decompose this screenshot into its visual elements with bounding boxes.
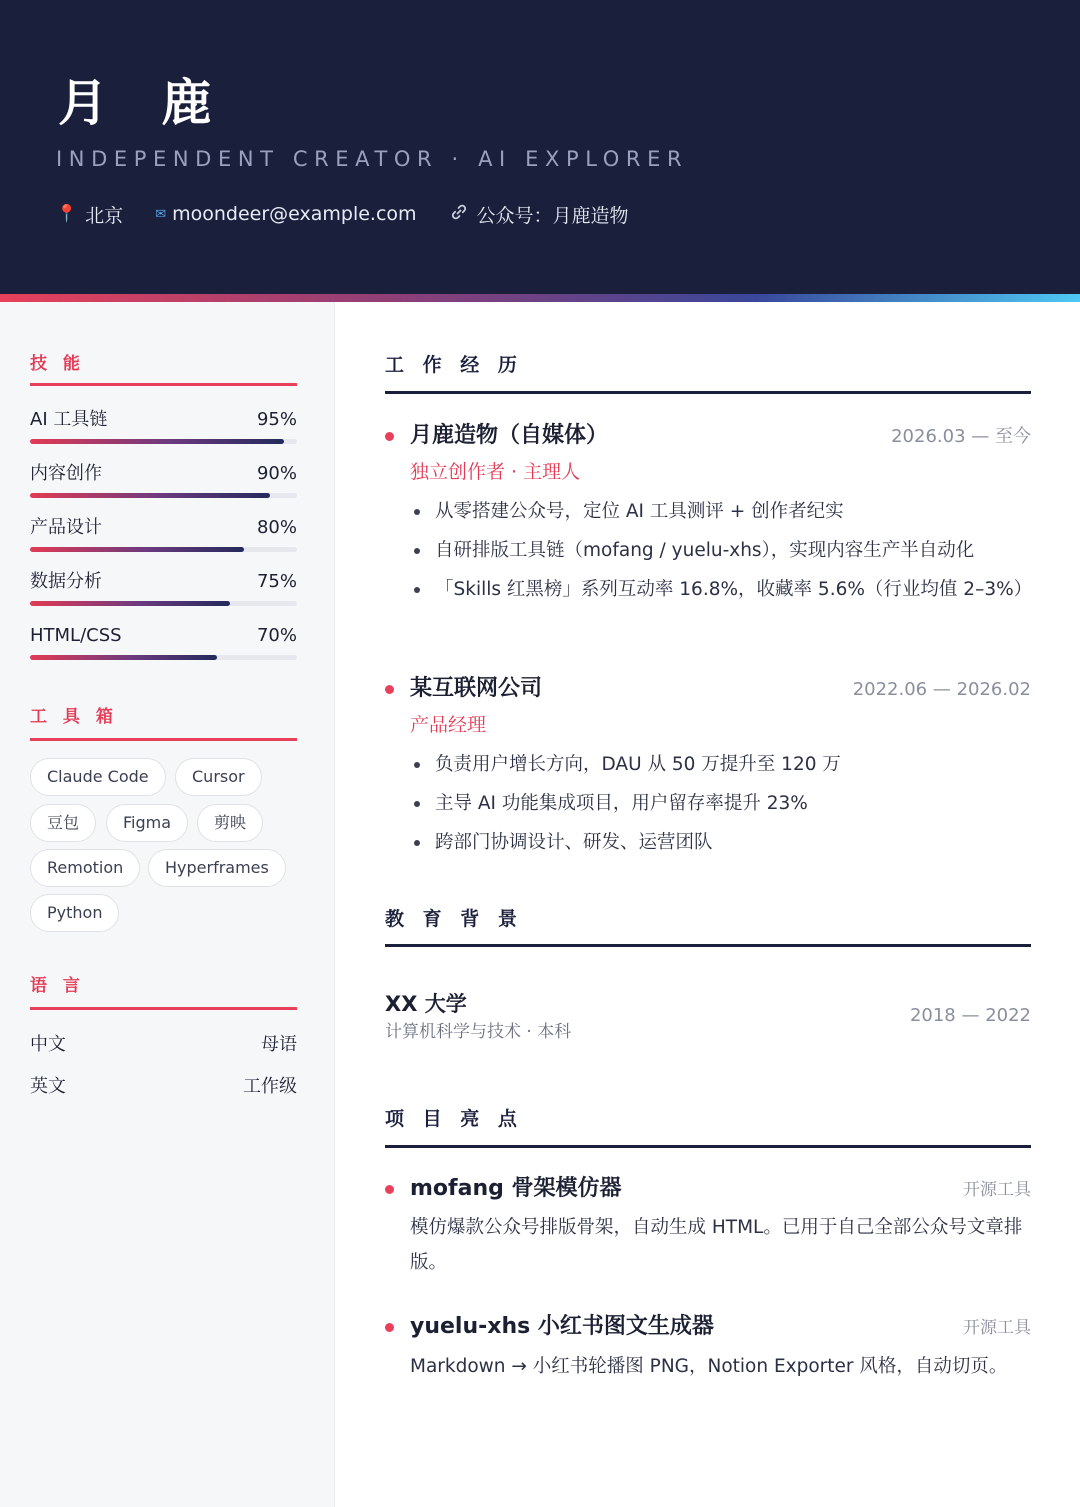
skill-item bbox=[30, 625, 297, 659]
school-name: XX 大学 bbox=[385, 992, 467, 1016]
skill-bar-fill bbox=[30, 547, 244, 552]
skill-bar-fill bbox=[30, 601, 230, 606]
language-name: 中文 bbox=[30, 1034, 66, 1055]
skill-bar-track bbox=[30, 601, 297, 606]
resume-header bbox=[0, 0, 1080, 296]
school-major: 计算机科学与技术 · 本科 bbox=[385, 1022, 572, 1042]
tool-tag: Cursor bbox=[175, 758, 262, 796]
languages-heading: 语 言 bbox=[30, 976, 85, 996]
language-row bbox=[30, 1030, 297, 1054]
link-icon bbox=[449, 202, 469, 226]
project-tag: 开源工具 bbox=[963, 1180, 1031, 1200]
job-role: 独立创作者 · 主理人 bbox=[410, 461, 581, 483]
education-heading: 教 育 背 景 bbox=[385, 908, 523, 930]
language-level: 母语 bbox=[261, 1034, 297, 1055]
education-rule bbox=[385, 944, 1031, 947]
tool-tag: Python bbox=[30, 894, 119, 932]
skill-label: 内容创作 bbox=[30, 463, 102, 484]
job-bullet: 主导 AI 功能集成项目，用户留存率提升 23% bbox=[412, 786, 1027, 821]
job-date: 2026.03 — 至今 bbox=[891, 426, 1031, 447]
work-rule bbox=[385, 391, 1031, 394]
job-bullet: 从零搭建公众号，定位 AI 工具测评 + 创作者纪实 bbox=[412, 494, 1027, 529]
skill-label: 产品设计 bbox=[30, 517, 102, 538]
skill-label: AI 工具链 bbox=[30, 409, 108, 430]
skill-item bbox=[30, 517, 297, 551]
projects-rule bbox=[385, 1145, 1031, 1148]
skill-percent: 90% bbox=[256, 463, 297, 484]
skill-item bbox=[30, 571, 297, 605]
tool-tag: Claude Code bbox=[30, 758, 166, 796]
wechat-text: 公众号：月鹿造物 bbox=[476, 204, 629, 227]
projects-heading: 项 目 亮 点 bbox=[385, 1108, 523, 1130]
tagline: INDEPENDENT CREATOR · AI EXPLORER bbox=[56, 147, 689, 171]
skill-bar-fill bbox=[30, 439, 284, 444]
skill-bar-track bbox=[30, 493, 297, 498]
location-text: 北京 bbox=[85, 204, 124, 227]
skill-bar-fill bbox=[30, 493, 270, 498]
skill-percent: 75% bbox=[256, 571, 297, 592]
project-title: mofang 骨架模仿器 bbox=[410, 1176, 622, 1201]
job-bullet: 自研排版工具链（mofang / yuelu-xhs），实现内容生产半自动化 bbox=[412, 533, 1027, 568]
skill-item bbox=[30, 409, 297, 443]
email-text[interactable]: moondeer@example.com bbox=[172, 203, 417, 225]
contact-wechat bbox=[449, 201, 629, 228]
contact-location bbox=[56, 201, 123, 228]
skill-bar-track bbox=[30, 547, 297, 552]
person-name: 月 鹿 bbox=[58, 74, 230, 132]
contact-email[interactable] bbox=[155, 203, 416, 225]
tool-tag: 豆包 bbox=[30, 804, 96, 842]
job-bullet: 「Skills 红黑榜」系列互动率 16.8%，收藏率 5.6%（行业均值 2–3%） bbox=[412, 572, 1027, 607]
language-level: 工作级 bbox=[243, 1076, 297, 1097]
skill-bar-track bbox=[30, 439, 297, 444]
entry-dot bbox=[385, 1185, 394, 1194]
tool-tag: Hyperframes bbox=[148, 849, 286, 887]
skill-bar-fill bbox=[30, 655, 217, 660]
language-row bbox=[30, 1072, 297, 1096]
project-desc: 模仿爆款公众号排版骨架，自动生成 HTML。已用于自己全部公众号文章排版。 bbox=[410, 1217, 1023, 1273]
job-bullets bbox=[412, 747, 1027, 864]
project-desc: Markdown → 小红书轮播图 PNG，Notion Exporter 风格，自动切页。 bbox=[410, 1356, 1008, 1377]
work-heading: 工 作 经 历 bbox=[385, 354, 523, 376]
skill-percent: 95% bbox=[256, 409, 297, 430]
entry-dot bbox=[385, 685, 394, 694]
job-bullet: 跨部门协调设计、研发、运营团队 bbox=[412, 825, 1027, 860]
skills-heading: 技 能 bbox=[30, 354, 85, 374]
tools-heading: 工 具 箱 bbox=[30, 707, 118, 727]
header-accent-bar bbox=[0, 294, 1080, 302]
entry-dot bbox=[385, 1323, 394, 1332]
job-bullets bbox=[412, 494, 1033, 611]
skill-percent: 70% bbox=[256, 625, 297, 646]
job-company: 某互联网公司 bbox=[410, 676, 543, 701]
languages-rule bbox=[30, 1007, 297, 1010]
skills-rule bbox=[30, 383, 297, 386]
entry-dot bbox=[385, 432, 394, 441]
job-bullet: 负责用户增长方向，DAU 从 50 万提升至 120 万 bbox=[412, 747, 1027, 782]
skill-label: 数据分析 bbox=[30, 571, 102, 592]
skill-item bbox=[30, 463, 297, 497]
skill-bar-track bbox=[30, 655, 297, 660]
contact-row bbox=[56, 198, 661, 230]
project-title: yuelu-xhs 小红书图文生成器 bbox=[410, 1314, 714, 1339]
job-company: 月鹿造物（自媒体） bbox=[410, 423, 609, 448]
job-date: 2022.06 — 2026.02 bbox=[852, 679, 1031, 700]
tool-tag: Remotion bbox=[30, 849, 140, 887]
language-name: 英文 bbox=[30, 1076, 66, 1097]
skill-percent: 80% bbox=[256, 517, 297, 538]
project-tag: 开源工具 bbox=[963, 1318, 1031, 1338]
skill-label: HTML/CSS bbox=[30, 625, 122, 646]
tool-tag: 剪映 bbox=[197, 804, 263, 842]
tool-tag: Figma bbox=[106, 804, 188, 842]
job-role: 产品经理 bbox=[410, 714, 487, 736]
pin-icon: 📍 bbox=[56, 203, 78, 224]
school-date: 2018 — 2022 bbox=[909, 1005, 1031, 1026]
tools-rule bbox=[30, 738, 297, 741]
mail-icon: ✉ bbox=[155, 206, 167, 222]
